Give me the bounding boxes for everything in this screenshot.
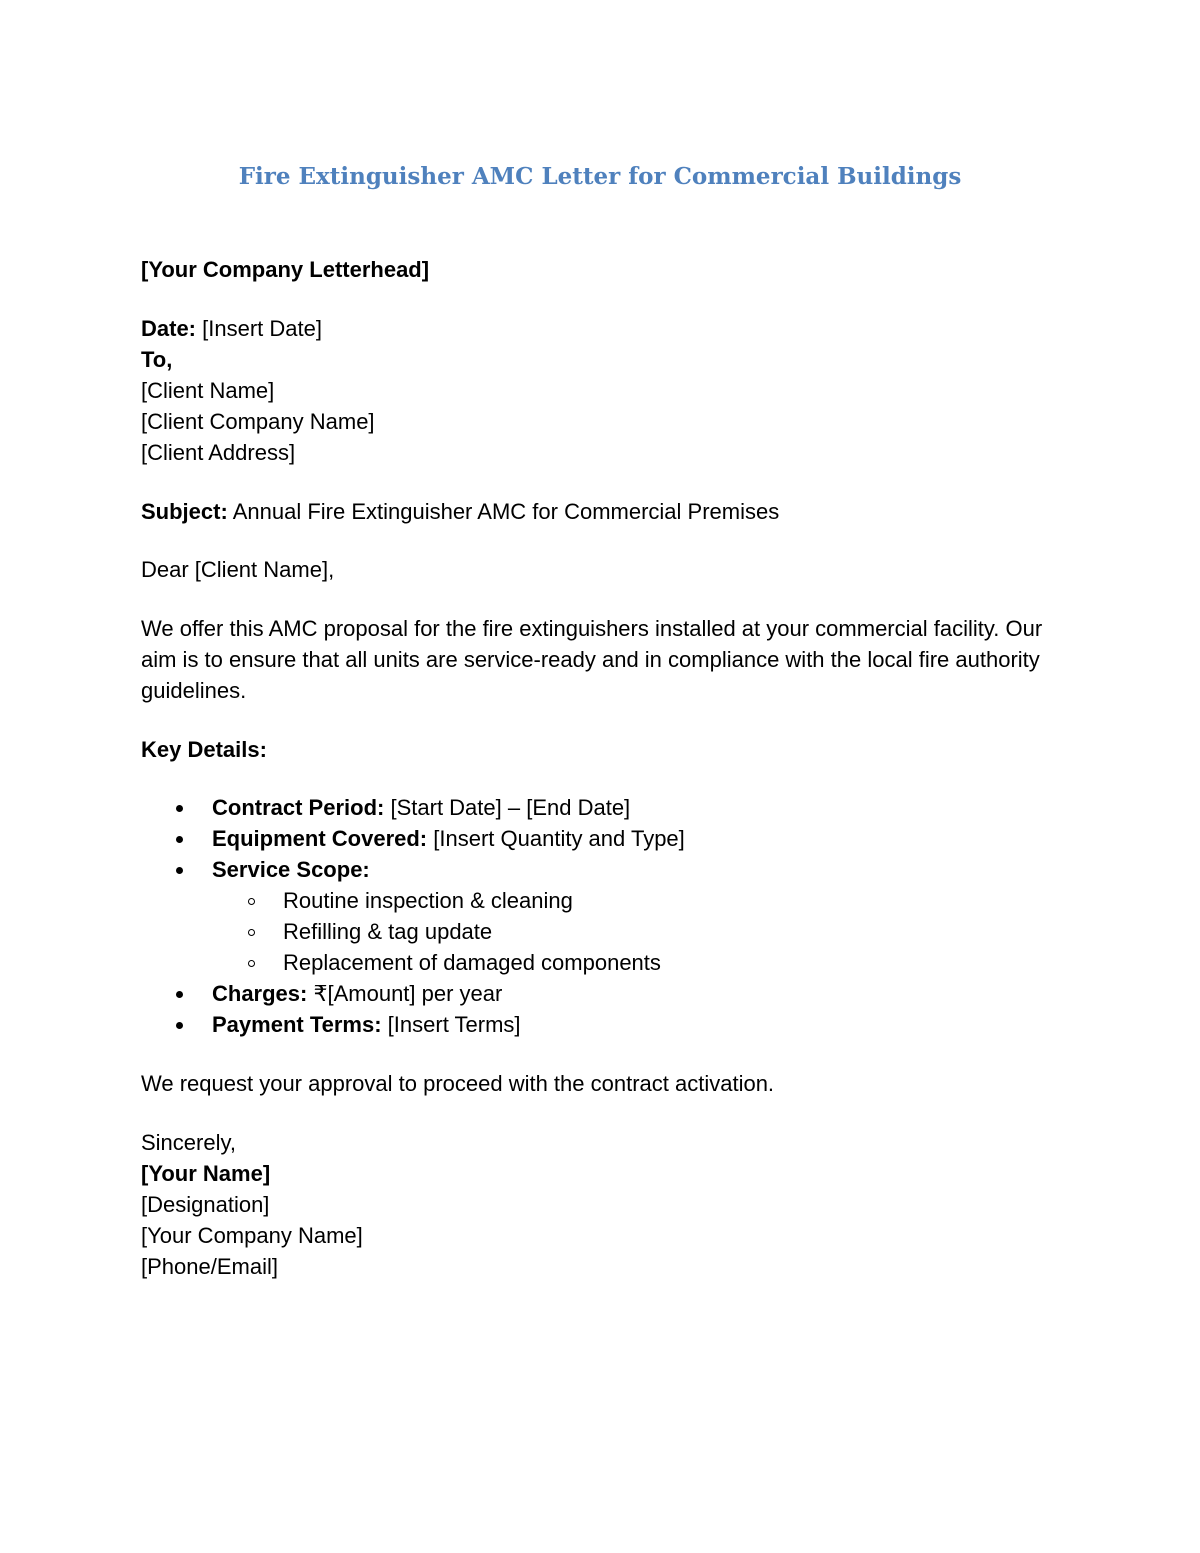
closing-request: We request your approval to proceed with the contract activation. — [141, 1071, 775, 1096]
bullet-icon — [176, 1022, 183, 1029]
subject-line — [141, 496, 1061, 527]
subject-value: Annual Fire Extinguisher AMC for Commercial Premises — [232, 499, 780, 524]
details-list — [141, 792, 1061, 1040]
signature-block — [141, 1127, 1061, 1282]
list-item-payment-terms — [141, 1009, 1061, 1040]
service-scope-item-3: Replacement of damaged components — [283, 950, 661, 975]
recipient-name: [Client Name] — [141, 378, 275, 403]
service-scope-item-1: Routine inspection & cleaning — [283, 888, 573, 913]
salutation: Dear [Client Name], — [141, 557, 335, 582]
intro-paragraph: We offer this AMC proposal for the fire extinguishers installed at your commercial facility. Our aim is to ensure that all units are service-ready and in compliance with the local fire authority guidelines. — [141, 616, 1043, 703]
sub-list-item — [141, 947, 1061, 978]
service-scope-label: Service Scope: — [212, 857, 370, 882]
contract-period-label: Contract Period: — [212, 795, 385, 820]
recipient-address: [Client Address] — [141, 440, 296, 465]
closing-request-block — [141, 1068, 1061, 1099]
bullet-icon — [176, 805, 183, 812]
intro-block — [141, 613, 1046, 706]
key-details-block — [141, 734, 1061, 765]
service-scope-sublist-wrapper — [141, 885, 1061, 978]
signature-company: [Your Company Name] — [141, 1223, 363, 1248]
document-title: Fire Extinguisher AMC Letter for Commercial Buildings — [238, 163, 962, 190]
date-label: Date: — [141, 316, 197, 341]
circle-bullet-icon — [248, 960, 255, 967]
sub-list-item — [141, 916, 1061, 947]
service-scope-sublist — [141, 885, 1061, 978]
service-scope-item-2: Refilling & tag update — [283, 919, 493, 944]
circle-bullet-icon — [248, 929, 255, 936]
equipment-covered-value: [Insert Quantity and Type] — [433, 826, 685, 851]
address-block — [141, 313, 1061, 468]
letterhead: [Your Company Letterhead] — [141, 257, 430, 282]
signature-designation: [Designation] — [141, 1192, 270, 1217]
list-item-equipment-covered — [141, 823, 1061, 854]
list-item-charges — [141, 978, 1061, 1009]
subject-block — [141, 496, 1061, 527]
signoff: Sincerely, — [141, 1130, 236, 1155]
recipient-company: [Client Company Name] — [141, 409, 375, 434]
charges-value: ₹[Amount] per year — [313, 981, 503, 1006]
equipment-covered-label: Equipment Covered: — [212, 826, 428, 851]
bullet-icon — [176, 836, 183, 843]
details-list-block — [141, 792, 1061, 1040]
subject-label: Subject: — [141, 499, 228, 524]
bullet-icon — [176, 991, 183, 998]
list-item-service-scope — [141, 854, 1061, 885]
salutation-block — [141, 554, 1061, 585]
list-item-contract-period — [141, 792, 1061, 823]
key-details-heading: Key Details: — [141, 737, 267, 762]
payment-terms-label: Payment Terms: — [212, 1012, 382, 1037]
sub-list-item — [141, 885, 1061, 916]
signature-contact: [Phone/Email] — [141, 1254, 278, 1279]
date-line — [141, 313, 1061, 344]
to-label: To, — [141, 347, 173, 372]
contract-period-value: [Start Date] – [End Date] — [390, 795, 631, 820]
signature-name: [Your Name] — [141, 1161, 271, 1186]
bullet-icon — [176, 867, 183, 874]
date-value: [Insert Date] — [202, 316, 322, 341]
letterhead-block — [141, 254, 1061, 285]
payment-terms-value: [Insert Terms] — [387, 1012, 521, 1037]
circle-bullet-icon — [248, 898, 255, 905]
charges-label: Charges: — [212, 981, 308, 1006]
